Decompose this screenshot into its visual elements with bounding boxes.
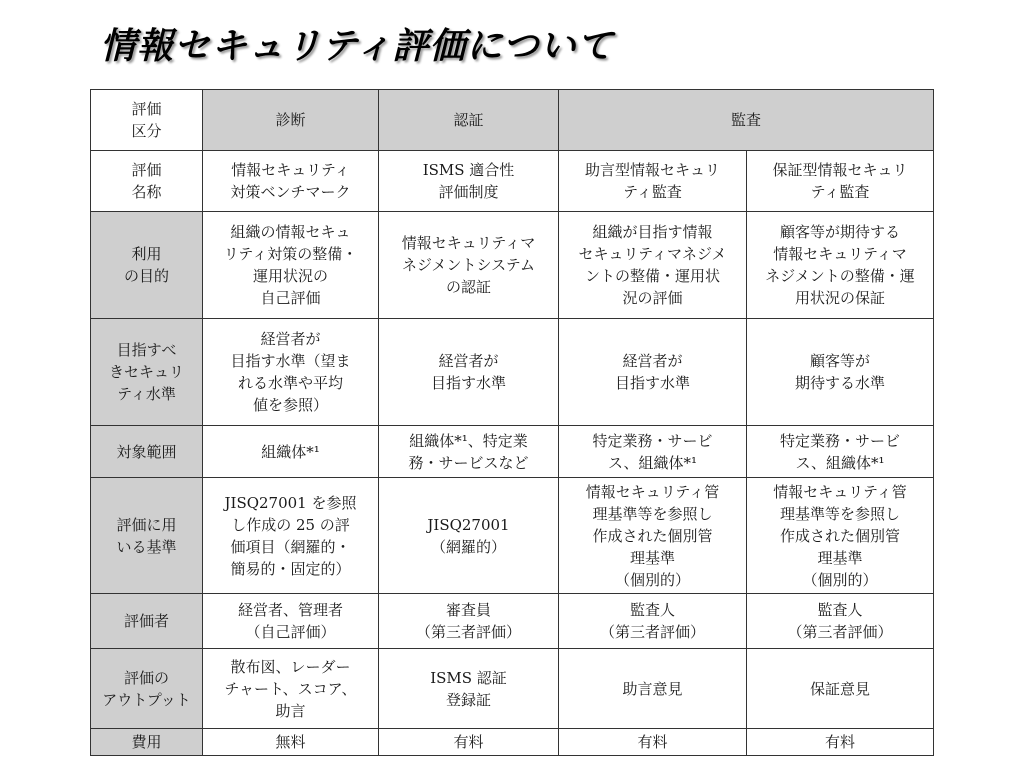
row-label-cost: 費用 — [91, 729, 203, 756]
column-header-certification: 認証 — [379, 90, 559, 151]
table-cell: 助言意見 — [559, 649, 747, 729]
row-label-target-level: 目指すべ きセキュリ ティ水準 — [91, 319, 203, 426]
corner-label: 評価 区分 — [131, 100, 162, 140]
table-cell: 有料 — [379, 729, 559, 756]
table-row — [91, 594, 934, 649]
table-cell: 顧客等が期待する 情報セキュリティマ ネジメントの整備・運 用状況の保証 — [747, 212, 934, 319]
table-cell: 助言型情報セキュリ ティ監査 — [559, 151, 747, 212]
table-cell: 情報セキュリティ管 理基準等を参照し 作成された個別管 理基準 （個別的） — [559, 478, 747, 594]
table-cell: 経営者が 目指す水準 — [379, 319, 559, 426]
table-cell: 監査人 （第三者評価） — [559, 594, 747, 649]
table-cell: 情報セキュリティ管 理基準等を参照し 作成された個別管 理基準 （個別的） — [747, 478, 934, 594]
table-row — [91, 649, 934, 729]
table-cell: 保証型情報セキュリ ティ監査 — [747, 151, 934, 212]
row-label-output: 評価の アウトプット — [91, 649, 203, 729]
table-cell: ISMS 認証 登録証 — [379, 649, 559, 729]
table-cell: 無料 — [203, 729, 379, 756]
column-header-diagnosis: 診断 — [203, 90, 379, 151]
table-cell: 情報セキュリティマ ネジメントシステム の認証 — [379, 212, 559, 319]
table-row — [91, 151, 934, 212]
table-cell: 監査人 （第三者評価） — [747, 594, 934, 649]
row-label-name: 評価 名称 — [91, 151, 203, 212]
table-cell: 審査員 （第三者評価） — [379, 594, 559, 649]
table-cell: 顧客等が 期待する水準 — [747, 319, 934, 426]
table-cell: 組織が目指す情報 セキュリティマネジメ ントの整備・運用状 況の評価 — [559, 212, 747, 319]
table-row — [91, 319, 934, 426]
table-cell: 組織体*¹ — [203, 426, 379, 478]
table-cell: 特定業務・サービ ス、組織体*¹ — [747, 426, 934, 478]
evaluation-comparison-table — [90, 89, 934, 756]
page-title: 情報セキュリティ評価について — [100, 26, 614, 67]
row-label-scope: 対象範囲 — [91, 426, 203, 478]
row-label-purpose: 利用 の目的 — [91, 212, 203, 319]
table-cell: 経営者が 目指す水準 — [559, 319, 747, 426]
table-corner-cell — [91, 90, 203, 151]
table-row — [91, 729, 934, 756]
row-label-criteria: 評価に用 いる基準 — [91, 478, 203, 594]
table-row — [91, 90, 934, 151]
table-row — [91, 478, 934, 594]
row-label-evaluator: 評価者 — [91, 594, 203, 649]
table-cell: 散布図、レーダー チャート、スコア、 助言 — [203, 649, 379, 729]
table-cell: JISQ27001 （網羅的） — [379, 478, 559, 594]
table-cell: 有料 — [747, 729, 934, 756]
table-cell: 保証意見 — [747, 649, 934, 729]
table-cell: 組織の情報セキュ リティ対策の整備・ 運用状況の 自己評価 — [203, 212, 379, 319]
table-cell: ISMS 適合性 評価制度 — [379, 151, 559, 212]
column-header-audit: 監査 — [559, 90, 934, 151]
table-cell: 情報セキュリティ 対策ベンチマーク — [203, 151, 379, 212]
table-cell: 特定業務・サービ ス、組織体*¹ — [559, 426, 747, 478]
table-cell: 有料 — [559, 729, 747, 756]
table-cell: 経営者、管理者 （自己評価） — [203, 594, 379, 649]
table-cell: 経営者が 目指す水準（望ま れる水準や平均 値を参照） — [203, 319, 379, 426]
table-row — [91, 212, 934, 319]
table-row — [91, 426, 934, 478]
table-cell: JISQ27001 を参照 し作成の 25 の評 価項目（網羅的・ 簡易的・固定的） — [203, 478, 379, 594]
table-cell: 組織体*¹、特定業 務・サービスなど — [379, 426, 559, 478]
